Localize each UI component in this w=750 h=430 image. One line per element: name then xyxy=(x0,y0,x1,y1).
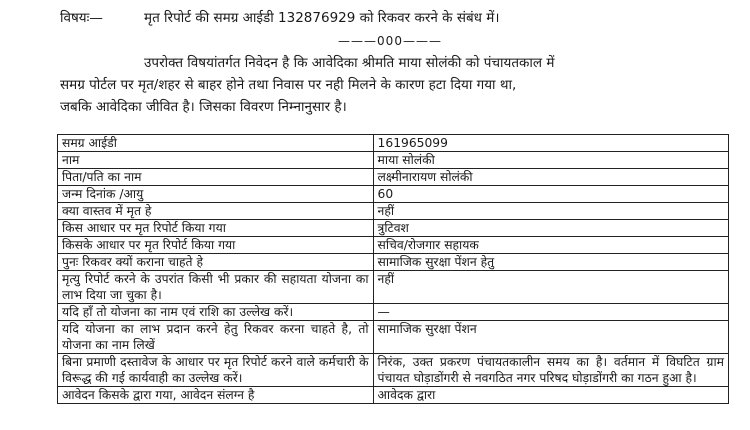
row-label: समग्र आईडी xyxy=(58,135,374,152)
table-row xyxy=(58,203,729,220)
row-label: बिना प्रमाणी दस्तावेज के आधार पर मृत रिपोर्ट करने वाले कर्मचारी के विरूद्ध की गई कार्यवाही का उल्लेख करें। xyxy=(58,354,374,387)
row-label: यदि हाँ तो योजना का नाम एवं राशि का उल्लेख करें। xyxy=(58,304,374,321)
table-row xyxy=(58,321,729,354)
row-value: आवेदक द्वारा xyxy=(373,387,728,404)
table-row xyxy=(58,304,729,321)
row-label: नाम xyxy=(58,152,374,169)
table-row xyxy=(58,271,729,304)
table-row xyxy=(58,220,729,237)
subject-text: मृत रिपोर्ट की समग्र आईडी 132876929 को रिकवर करने के संबंध में। xyxy=(144,10,500,26)
table-row xyxy=(58,254,729,271)
row-label: जन्म दिनांक /आयु xyxy=(58,186,374,203)
table-row xyxy=(58,169,729,186)
paragraph-line-2: समग्र पोर्टल पर मृत/शहर से बाहर होने तथा निवास पर नही मिलने के कारण हटा दिया गया था, xyxy=(60,77,517,93)
row-value: नहीं xyxy=(373,271,728,304)
paragraph-line-3: जबकि आवेदिका जीवित है। जिसका विवरण निम्नानुसार है। xyxy=(60,99,347,115)
section-divider: ———000——— xyxy=(338,34,442,48)
row-label: क्या वास्तव में मृत हे xyxy=(58,203,374,220)
row-label: किसके आधार पर मृत रिपोर्ट किया गया xyxy=(58,237,374,254)
row-value: 60 xyxy=(373,186,728,203)
row-value: 161965099 xyxy=(373,135,728,152)
subject-label: विषयः— xyxy=(60,10,103,26)
row-label: यदि योजना का लाभ प्रदान करने हेतु रिकवर करना चाहते है, तो योजना का नाम लिखें xyxy=(58,321,374,354)
details-table xyxy=(57,134,729,404)
subject-line xyxy=(60,9,720,27)
table-row xyxy=(58,387,729,404)
row-label: आवेदन किसके द्वारा गया, आवेदन संलग्न है xyxy=(58,387,374,404)
row-value: लक्ष्मीनारायण सोलंकी xyxy=(373,169,728,186)
row-label: किस आधार पर मृत रिपोर्ट किया गया xyxy=(58,220,374,237)
row-value: त्रुटिवश xyxy=(373,220,728,237)
table-row xyxy=(58,135,729,152)
paragraph-line-1: उपरोक्त विषयांतर्गत निवेदन है कि आवेदिका श्रीमति माया सोलंकी को पंचायतकाल में xyxy=(144,55,555,71)
row-value: — xyxy=(373,304,728,321)
row-value: सामाजिक सुरक्षा पेंशन xyxy=(373,321,728,354)
row-value: सामाजिक सुरक्षा पेंशन हेतु xyxy=(373,254,728,271)
row-value: निरंक, उक्त प्रकरण पंचायतकालीन समय का है। वर्तमान में विघटित ग्राम पंचायत घोड़ाडोंगरी से नवगठित नगर परिषद घोड़ाडोंगरी का गठन हुआ है। xyxy=(373,354,728,387)
row-label: पुनः रिकवर क्यों कराना चाहते हे xyxy=(58,254,374,271)
table-row xyxy=(58,237,729,254)
table-row xyxy=(58,354,729,387)
table-row xyxy=(58,186,729,203)
row-label: मृत्यु रिपोर्ट करने के उपरांत किसी भी प्रकार की सहायता योजना का लाभ दिया जा चुका है। xyxy=(58,271,374,304)
row-value: नहीं xyxy=(373,203,728,220)
row-label: पिता/पति का नाम xyxy=(58,169,374,186)
row-value: सचिव/रोजगार सहायक xyxy=(373,237,728,254)
table-row xyxy=(58,152,729,169)
row-value: माया सोलंकी xyxy=(373,152,728,169)
intro-paragraph xyxy=(60,52,730,118)
